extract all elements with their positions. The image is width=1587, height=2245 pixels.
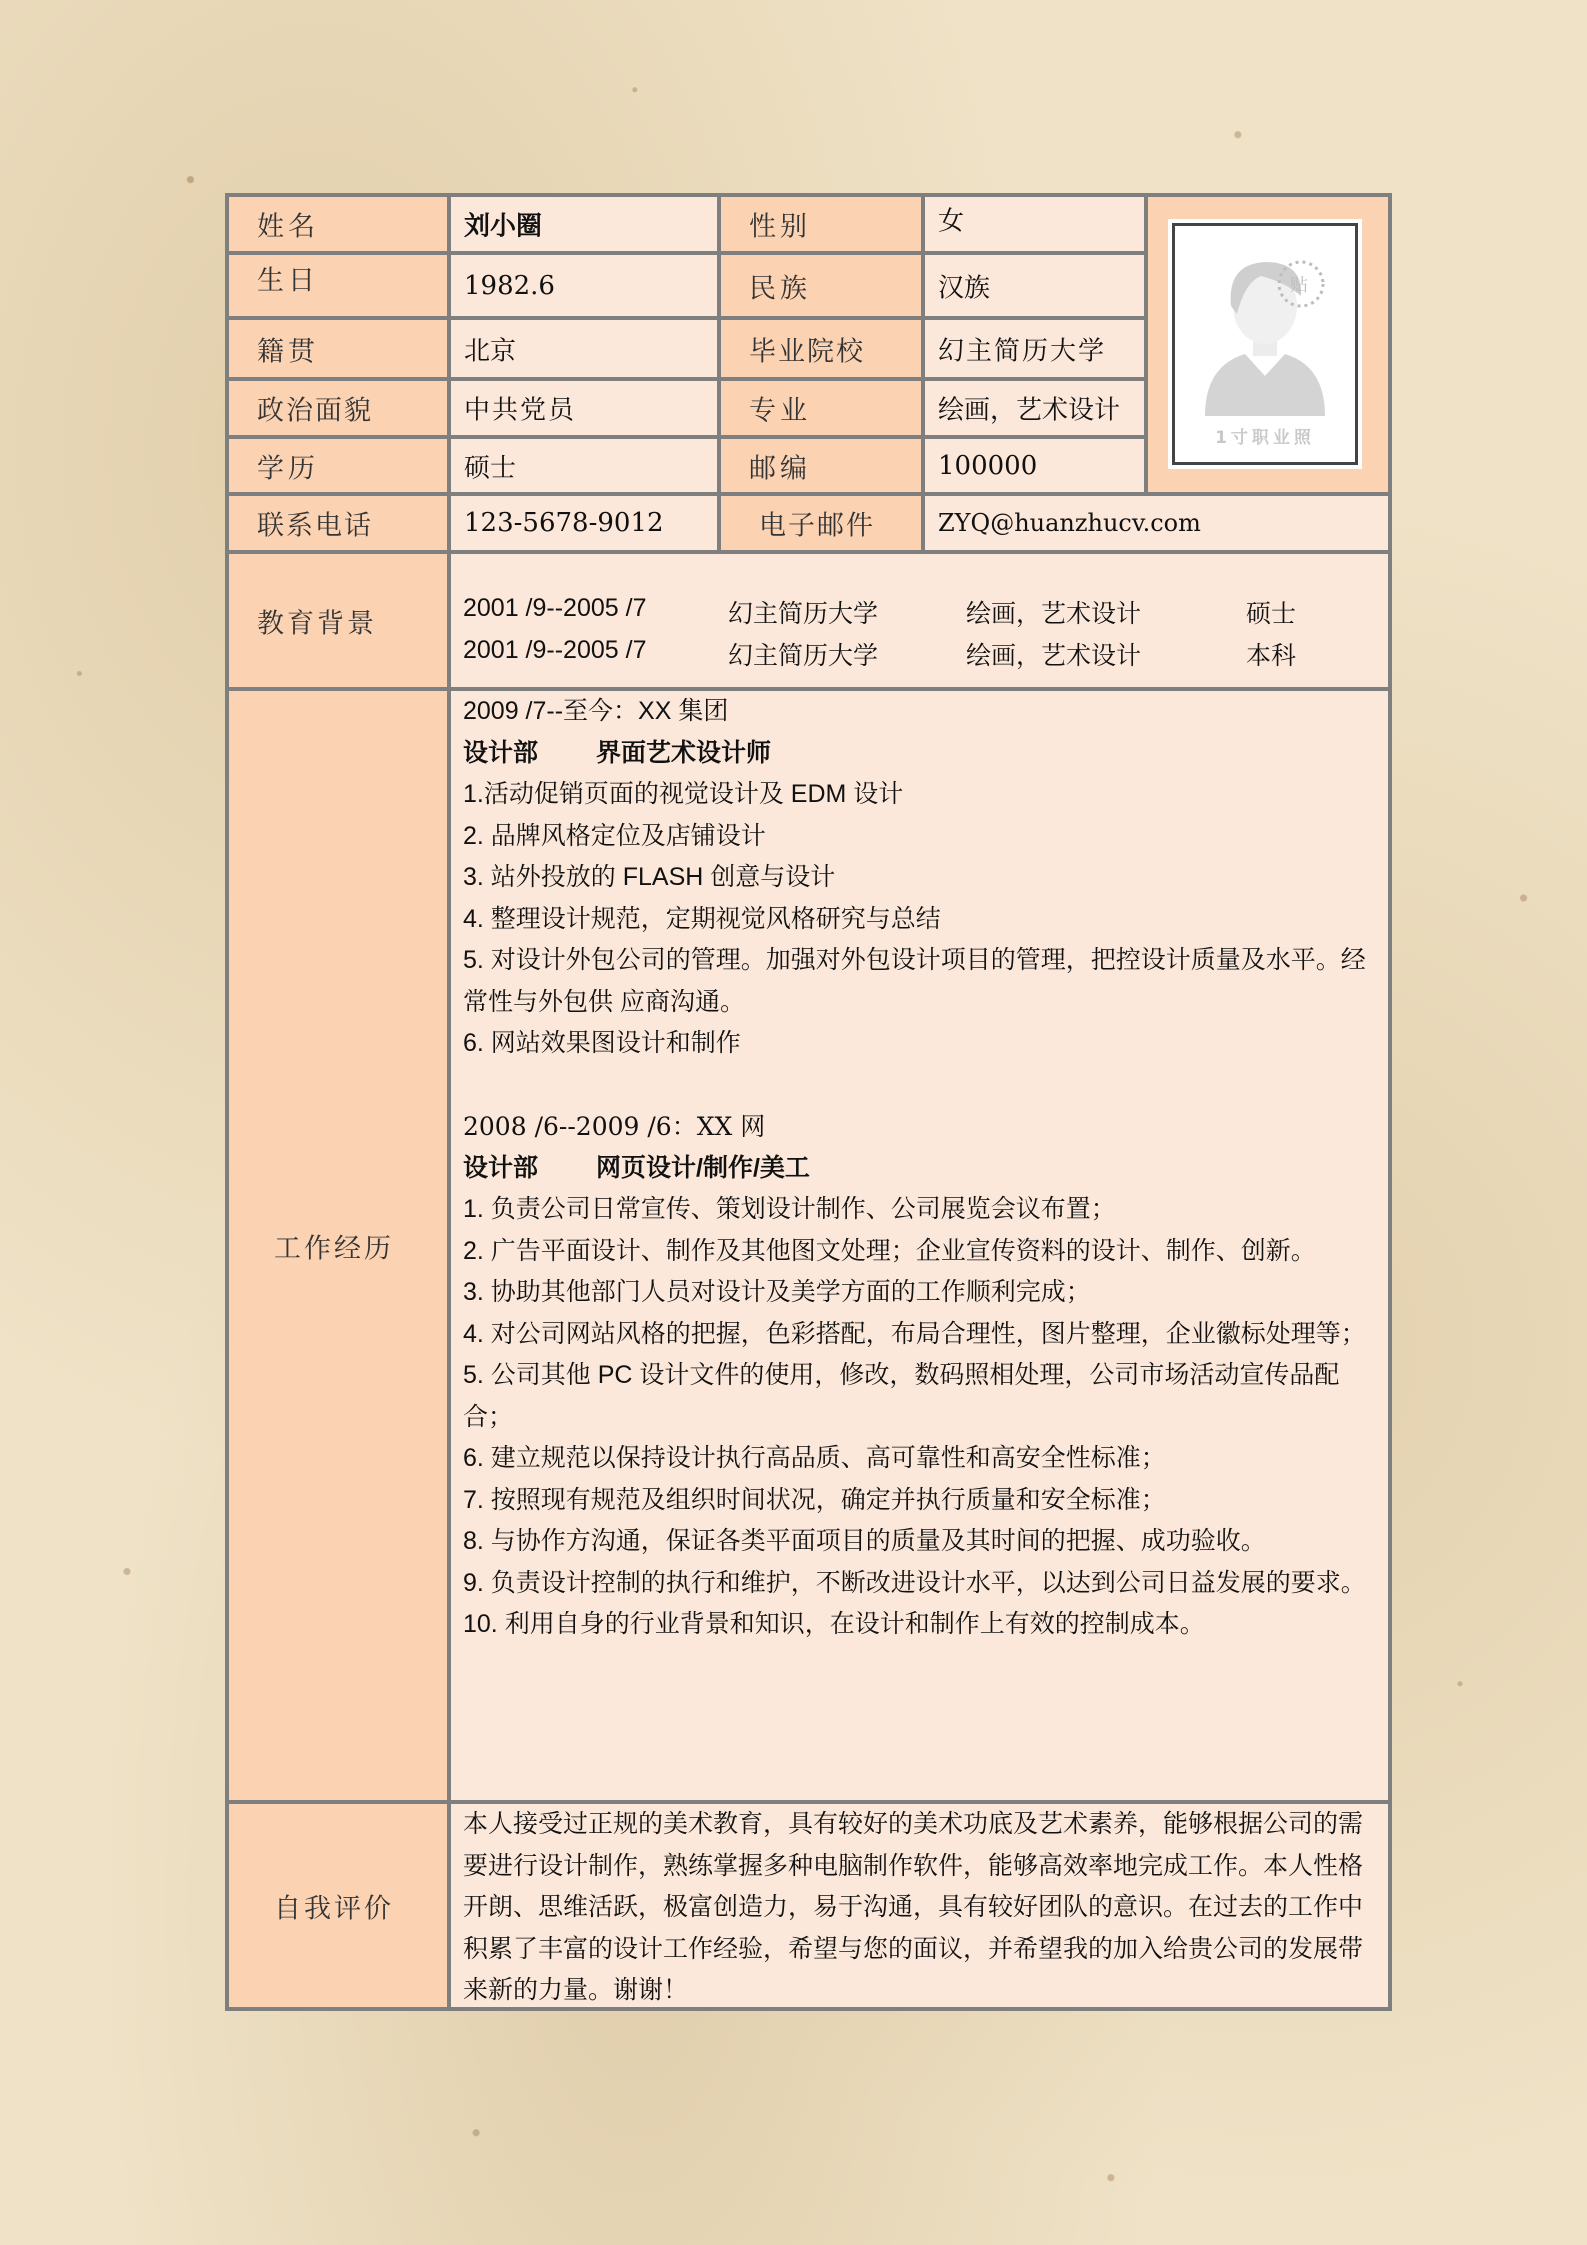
job-title: 界面艺术设计师 — [596, 738, 772, 767]
education-period: 2001 /9--2005 /7 — [463, 594, 647, 622]
education-major: 绘画，艺术设计 — [966, 600, 1142, 628]
job-dept: 设计部 — [463, 738, 539, 767]
ethnicity-value: 汉族 — [938, 273, 991, 303]
email-label-cell — [721, 496, 921, 550]
job-duty: 3. 站外投放的 FLASH 创意与设计 — [463, 863, 836, 891]
job-duty: 1.活动促销页面的视觉设计及 EDM 设计 — [463, 780, 904, 808]
major-label: 专业 — [749, 395, 811, 427]
job-title: 网页设计/制作/美工 — [596, 1153, 810, 1182]
education-major: 绘画，艺术设计 — [966, 642, 1142, 670]
hometown-value: 北京 — [464, 336, 517, 366]
school-value-cell — [925, 320, 1144, 377]
education-degree: 硕士 — [1246, 600, 1297, 628]
job-duty: 1. 负责公司日常宣传、策划设计制作、公司展览会议布置； — [463, 1195, 1116, 1223]
hometown-label: 籍贯 — [257, 336, 319, 367]
phone-value: 123-5678-9012 — [464, 508, 664, 538]
job-dept: 设计部 — [463, 1153, 539, 1182]
name-label-cell — [229, 197, 447, 251]
postcode-label: 邮编 — [749, 453, 811, 484]
education-row — [463, 636, 1363, 670]
gender-value-cell — [925, 197, 1144, 251]
job-duty: 10. 利用自身的行业背景和知识，在设计和制作上有效的控制成本。 — [463, 1610, 1205, 1638]
ethnicity-value-cell — [925, 255, 1144, 316]
job-duty: 4. 整理设计规范，定期视觉风格研究与总结 — [463, 904, 941, 933]
job-header: 2009 /7--至今：XX 集团 — [463, 697, 729, 725]
photo-stamp: 贴 — [1290, 275, 1312, 296]
hometown-value-cell — [451, 320, 717, 377]
work-content-cell — [451, 691, 1388, 1800]
political-value: 中共党员 — [464, 395, 577, 426]
birth-value: 1982.6 — [464, 270, 555, 301]
gender-label-cell — [721, 197, 921, 251]
education-content-cell — [451, 554, 1388, 687]
school-value: 幻主简历大学 — [938, 336, 1107, 366]
spacer — [463, 1065, 1376, 1107]
degree-label: 学历 — [257, 453, 319, 484]
ethnicity-label-cell — [721, 255, 921, 316]
political-label-cell — [229, 381, 447, 435]
profile-photo-placeholder — [1172, 223, 1358, 465]
birth-label-cell — [229, 255, 447, 316]
resume-table — [225, 193, 1392, 2011]
work-experience-list — [463, 691, 1376, 1646]
self-eval-content-cell — [451, 1804, 1388, 2007]
photo-caption: 1寸职业照 — [1215, 428, 1315, 448]
job-header: 2008 /6--2009 /6：XX 网 — [463, 1112, 766, 1141]
phone-value-cell — [451, 496, 717, 550]
major-value-cell — [925, 381, 1144, 435]
name-label: 姓名 — [257, 211, 319, 243]
name-value: 刘小圈 — [464, 211, 543, 242]
political-label: 政治面貌 — [257, 395, 373, 427]
photo-cell — [1148, 197, 1388, 492]
education-period: 2001 /9--2005 /7 — [463, 636, 647, 664]
degree-value-cell — [451, 439, 717, 492]
postcode-value-cell — [925, 439, 1144, 492]
hometown-label-cell — [229, 320, 447, 377]
political-value-cell — [451, 381, 717, 435]
phone-label: 联系电话 — [257, 510, 373, 542]
education-school: 幻主简历大学 — [728, 600, 879, 628]
job-duty: 9. 负责设计控制的执行和维护，不断改进设计水平，以达到公司日益发展的要求。 — [463, 1568, 1366, 1597]
school-label: 毕业院校 — [749, 336, 865, 367]
job-duty: 2. 品牌风格定位及店铺设计 — [463, 821, 766, 850]
gender-value: 女 — [938, 206, 965, 237]
email-value: ZYQ@huanzhucv.com — [938, 509, 1201, 537]
job-duty: 5. 对设计外包公司的管理。加强对外包设计项目的管理，把控设计质量及水平。经常性与外包供 应商沟通。 — [463, 946, 1366, 1016]
email-value-cell — [925, 496, 1388, 550]
self-eval-label: 自我评价 — [274, 1893, 394, 1924]
job-duty: 2. 广告平面设计、制作及其他图文处理；企业宣传资料的设计、制作、创新。 — [463, 1236, 1316, 1265]
education-school: 幻主简历大学 — [728, 642, 879, 670]
work-label-cell — [229, 691, 447, 1800]
job-duty: 4. 对公司网站风格的把握，色彩搭配，布局合理性，图片整理，企业徽标处理等； — [463, 1319, 1366, 1348]
education-row — [463, 594, 1363, 628]
school-label-cell — [721, 320, 921, 377]
job-duty: 6. 网站效果图设计和制作 — [463, 1029, 741, 1057]
education-label: 教育背景 — [257, 608, 377, 639]
job-duty: 7. 按照现有规范及组织时间状况，确定并执行质量和安全标准； — [463, 1485, 1166, 1514]
degree-label-cell — [229, 439, 447, 492]
job-duty: 5. 公司其他 PC 设计文件的使用，修改，数码照相处理，公司市场活动宣传品配合； — [463, 1361, 1340, 1431]
major-value: 绘画，艺术设计 — [938, 395, 1121, 426]
work-label: 工作经历 — [274, 1233, 394, 1264]
birth-label: 生日 — [257, 265, 319, 297]
job-duty: 8. 与协作方沟通，保证各类平面项目的质量及其时间的把握、成功验收。 — [463, 1527, 1266, 1555]
email-label: 电子邮件 — [759, 510, 875, 542]
education-degree: 本科 — [1246, 642, 1297, 670]
name-value-cell — [451, 197, 717, 251]
education-label-cell — [229, 554, 447, 687]
job-duty: 6. 建立规范以保持设计执行高品质、高可靠性和高安全性标准； — [463, 1444, 1166, 1472]
major-label-cell — [721, 381, 921, 435]
postcode-value: 100000 — [938, 450, 1038, 481]
phone-label-cell — [229, 496, 447, 550]
ethnicity-label: 民族 — [749, 273, 811, 304]
postcode-label-cell — [721, 439, 921, 492]
job-title-line — [463, 1148, 1376, 1190]
gender-label: 性别 — [749, 211, 811, 243]
degree-value: 硕士 — [464, 453, 517, 483]
self-eval-text: 本人接受过正规的美术教育，具有较好的美术功底及艺术素养，能够根据公司的需要进行设计制作，熟练掌握多种电脑制作软件，能够高效率地完成工作。本人性格开朗、思维活跃，极富创造力，易于沟通，具有较好团队的意识。在过去的工作中积累了丰富的设计工作经验，希望与您的面议，并希望我的加入给贵公司的发展带来新的力量。谢谢！ — [463, 1810, 1364, 2004]
job-title-line — [463, 733, 1376, 775]
job-duty: 3. 协助其他部门人员对设计及美学方面的工作顺利完成； — [463, 1278, 1091, 1306]
birth-value-cell — [451, 255, 717, 316]
self-eval-label-cell — [229, 1804, 447, 2007]
